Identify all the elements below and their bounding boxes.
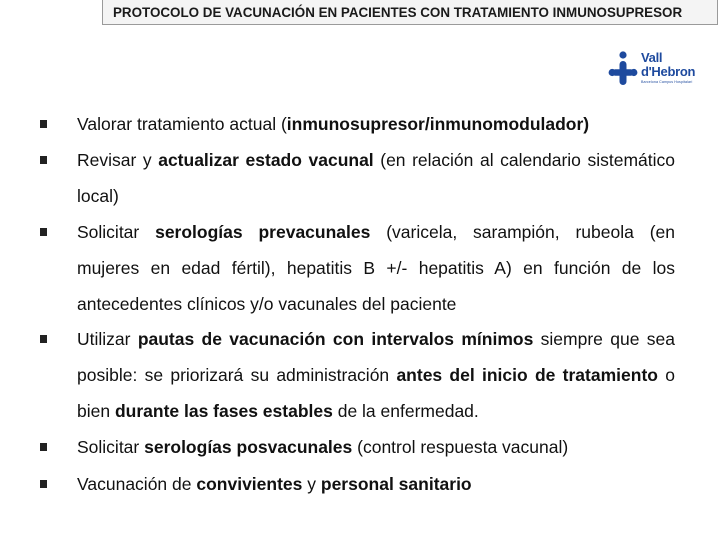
text-segment: (varicela, sarampión, rubeola (en mujeres en edad fértil), hepatitis B +/- hepatitis A) en función de los antecedentes clínicos y/o vacunales del paciente: [77, 222, 675, 314]
bold-text-segment: serologías prevacunales: [155, 222, 371, 242]
logo-line-1: Vall: [641, 50, 663, 65]
bold-text-segment: durante las fases estables: [114, 401, 333, 421]
bullet-text-3: [77, 214, 675, 322]
text-segment: Solicitar: [77, 222, 156, 242]
text-segment: y: [302, 474, 321, 494]
text-segment: Vacunación de: [77, 474, 197, 494]
bold-text-segment: personal sanitario: [320, 474, 472, 494]
bullet-marker: [40, 120, 47, 128]
hospital-cross-icon: [608, 50, 638, 88]
logo-line-2: d'Hebron: [641, 64, 696, 79]
bullet-marker: [40, 228, 47, 236]
bullet-marker: [40, 443, 47, 451]
bullet-text-1: [77, 106, 675, 142]
text-segment: de la enfermedad.: [332, 401, 479, 421]
text-segment: siempre que sea posible: se priorizará su administración: [77, 329, 675, 385]
text-segment: Revisar y: [77, 150, 159, 170]
text-segment: o bien: [77, 365, 675, 421]
bullet-marker: [40, 335, 47, 343]
slide-title: PROTOCOLO DE VACUNACIÓN EN PACIENTES CON TRATAMIENTO INMUNOSUPRESOR: [113, 5, 683, 20]
bullet-marker: [40, 156, 47, 164]
text-segment: Solicitar: [77, 437, 145, 457]
bold-text-segment: antes del inicio de tratamiento: [396, 365, 658, 385]
bullet-marker: [40, 480, 47, 488]
text-segment: (en relación al calendario sistemático local): [77, 150, 675, 206]
vall-dhebron-logo: [608, 50, 714, 90]
bold-text-segment: actualizar estado vacunal: [158, 150, 374, 170]
bullet-text-2: [77, 142, 675, 214]
text-segment: Valorar tratamiento actual (: [77, 114, 287, 134]
bold-text-segment: pautas de vacunación con intervalos mínimos: [137, 329, 534, 349]
bullet-text-5: [77, 429, 675, 465]
text-segment: (control respuesta vacunal): [352, 437, 569, 457]
logo-wordmark: [641, 51, 695, 79]
text-segment: Utilizar: [77, 329, 138, 349]
bullet-text-6: [77, 466, 675, 502]
logo-subtitle: Barcelona Campus Hospitalari: [641, 80, 693, 84]
bullet-text-4: [77, 321, 675, 429]
bold-text-segment: inmunosupresor/inmunomodulador): [286, 114, 590, 134]
bold-text-segment: convivientes: [196, 474, 303, 494]
bold-text-segment: serologías posvacunales: [144, 437, 353, 457]
